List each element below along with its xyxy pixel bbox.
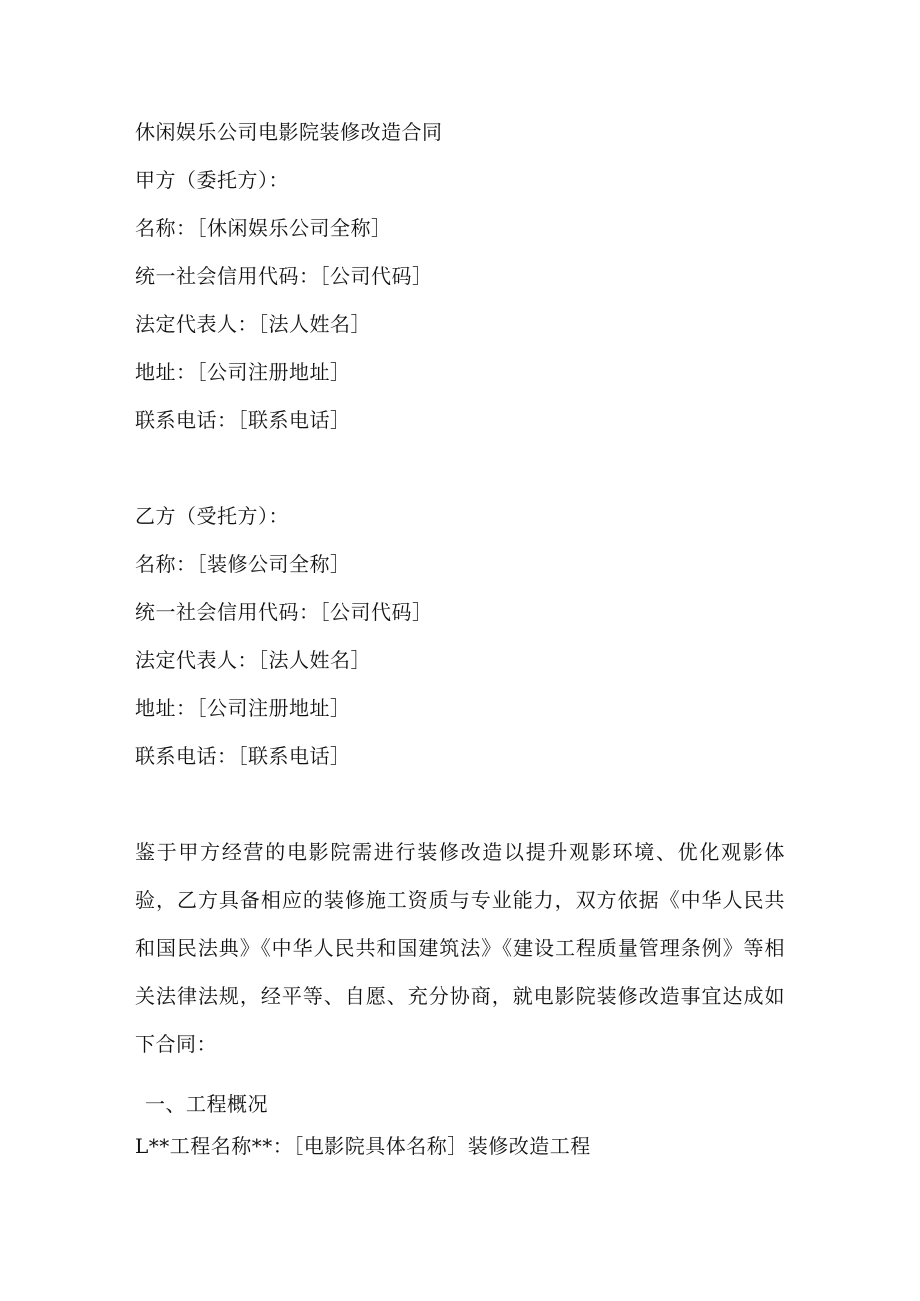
party-a-heading: 甲方（委托方）： (135, 168, 289, 192)
party-b-credit-code: 统一社会信用代码：［公司代码］ (135, 600, 433, 624)
party-b-address: 地址：［公司注册地址］ (135, 696, 351, 720)
preamble-paragraph: 鉴于甲方经营的电影院需进行装修改造以提升观影环境、优化观影体验，乙方具备相应的装修施工资质与专业能力，双方依据《中华人民共和国民法典》《中华人民共和国建筑法》《建设工程质量管理条例》等相关法律法规，经平等、自愿、充分协商，就电影院装修改造事宜达成如下合同： (135, 840, 785, 1056)
party-b-heading: 乙方（受托方）： (135, 504, 289, 528)
party-a-name: 名称：［休闲娱乐公司全称］ (135, 216, 392, 240)
contract-title: 休闲娱乐公司电影院装修改造合同 (135, 120, 443, 144)
party-a-address: 地址：［公司注册地址］ (135, 360, 351, 384)
party-a-legal-rep: 法定代表人：［法人姓名］ (135, 312, 371, 336)
party-b-legal-rep: 法定代表人：［法人姓名］ (135, 648, 371, 672)
party-a-credit-code: 统一社会信用代码：［公司代码］ (135, 264, 433, 288)
party-b-name: 名称：［装修公司全称］ (135, 552, 351, 576)
party-a-phone: 联系电话：［联系电话］ (135, 408, 351, 432)
party-b-phone: 联系电话：［联系电话］ (135, 744, 351, 768)
section-1-heading: 一、工程概况 (145, 1092, 268, 1116)
section-1-item-1: L**工程名称**：［电影院具体名称］装修改造工程 (135, 1134, 591, 1158)
